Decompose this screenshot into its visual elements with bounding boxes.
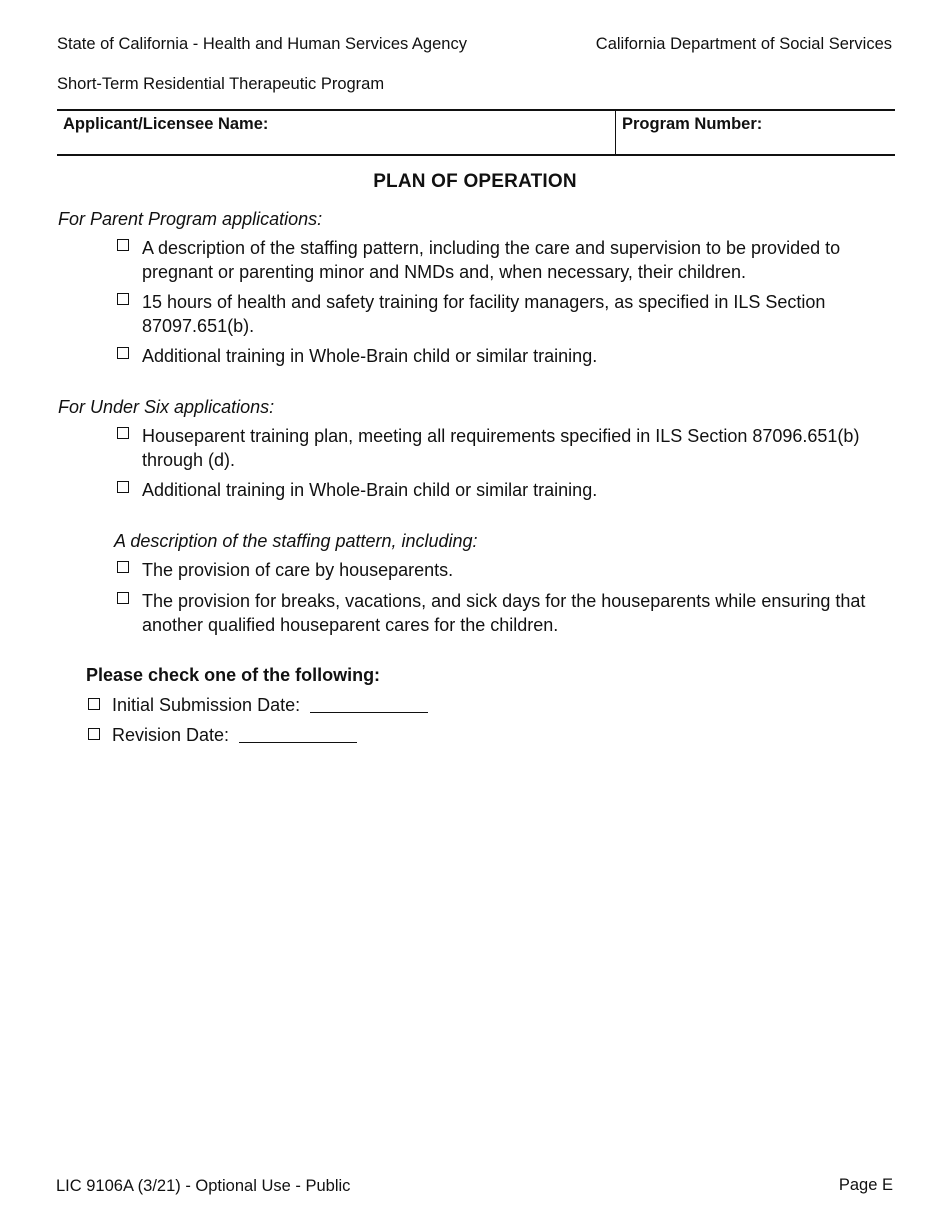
applicant-name-field[interactable] — [57, 111, 616, 154]
page-title: PLAN OF OPERATION — [373, 171, 577, 192]
checkbox[interactable] — [117, 293, 129, 305]
parent-item-whole-brain — [117, 345, 897, 369]
submission-heading: Please check one of the following: — [86, 665, 381, 685]
checkbox[interactable] — [117, 592, 129, 604]
checkbox[interactable] — [117, 561, 129, 573]
item-text: The provision for breaks, vacations, and sick days for the houseparents while ensuring that another qualified houseparent cares for the children. — [142, 591, 866, 635]
initial-submission-label: Initial Submission Date: — [112, 695, 301, 715]
initial-submission-date-field[interactable] — [310, 696, 428, 713]
parent-item-staffing — [117, 237, 897, 284]
form-identifier: LIC 9106A (3/21) - Optional Use - Public — [56, 1177, 351, 1195]
item-text: A description of the staffing pattern, including the care and supervision to be provided to pregnant or parenting minor and NMDs and, when necessary, their children. — [142, 238, 841, 282]
page-number: Page E — [838, 1176, 893, 1194]
checkbox[interactable] — [117, 239, 129, 251]
under-six-heading: For Under Six applications: — [58, 397, 275, 417]
item-text: Additional training in Whole-Brain child or similar training. — [142, 346, 598, 366]
parent-item-health-training — [117, 291, 897, 338]
item-text: Houseparent training plan, meeting all requirements specified in ILS Section 87096.651(b) through (d). — [142, 426, 860, 470]
staffing-item-houseparents — [117, 559, 897, 583]
program-number-label: Program Number: — [622, 115, 763, 133]
applicant-info-table — [57, 109, 895, 156]
applicant-name-label: Applicant/Licensee Name: — [63, 115, 269, 133]
revision-checkbox[interactable] — [88, 728, 100, 740]
item-text: 15 hours of health and safety training for facility managers, as specified in ILS Section 87097.651(b). — [142, 292, 826, 336]
revision-date-field[interactable] — [239, 726, 357, 743]
under-six-item-whole-brain — [117, 479, 897, 503]
item-text: The provision of care by houseparents. — [142, 560, 454, 580]
initial-submission-row — [88, 694, 428, 717]
program-name: Short-Term Residential Therapeutic Program — [57, 75, 385, 93]
parent-program-heading: For Parent Program applications: — [58, 209, 323, 229]
checkbox[interactable] — [117, 347, 129, 359]
program-number-field[interactable] — [616, 111, 895, 154]
staffing-item-breaks — [117, 590, 902, 637]
staffing-pattern-heading: A description of the staffing pattern, including: — [114, 531, 478, 551]
under-six-item-training-plan — [117, 425, 907, 472]
item-text: Additional training in Whole-Brain child or similar training. — [142, 480, 598, 500]
department-name: California Department of Social Services — [595, 35, 892, 53]
checkbox[interactable] — [117, 427, 129, 439]
agency-name: State of California - Health and Human Services Agency — [57, 35, 467, 53]
checkbox[interactable] — [117, 481, 129, 493]
revision-label: Revision Date: — [112, 725, 230, 745]
initial-submission-checkbox[interactable] — [88, 698, 100, 710]
revision-row — [88, 724, 357, 747]
